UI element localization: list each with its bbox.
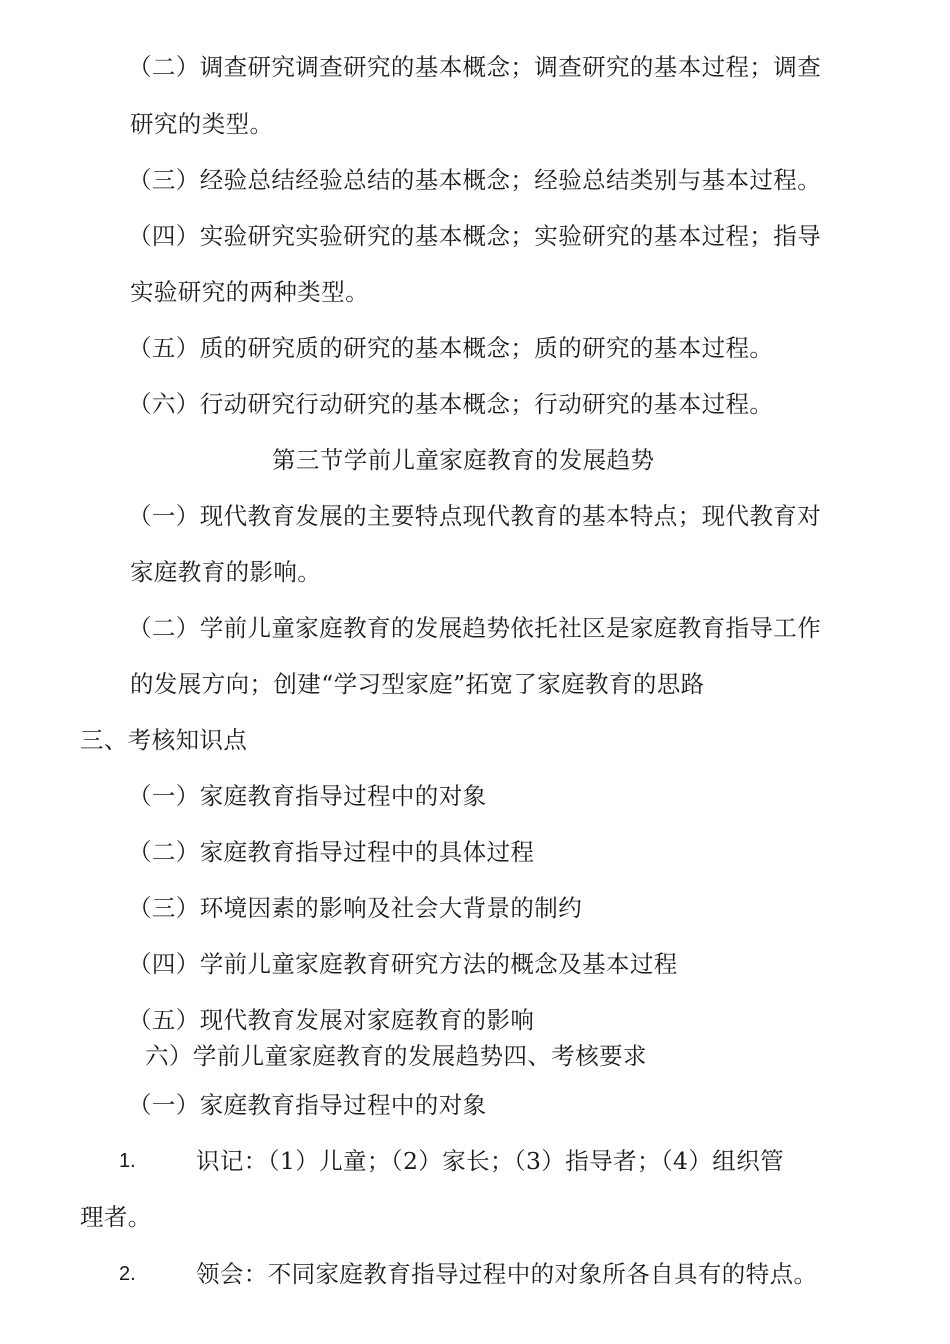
paragraph-qualitative-research: （五）质的研究质的研究的基本概念；质的研究的基本过程。 (128, 334, 774, 362)
paragraph-survey-research-cont: 研究的类型。 (130, 110, 274, 138)
list-item-text: 领会：不同家庭教育指导过程中的对象所各自具有的特点。 (196, 1260, 818, 1288)
chapter-heading: 三、考核知识点 (80, 726, 248, 754)
requirement-subheading: （一）家庭教育指导过程中的对象 (128, 1091, 487, 1119)
knowledge-point-4: （四）学前儿童家庭教育研究方法的概念及基本过程 (128, 950, 678, 978)
paragraph-action-research: （六）行动研究行动研究的基本概念；行动研究的基本过程。 (128, 390, 774, 418)
knowledge-point-3: （三）环境因素的影响及社会大背景的制约 (128, 894, 583, 922)
paragraph-experimental-research: （四）实验研究实验研究的基本概念；实验研究的基本过程；指导 (128, 222, 822, 250)
list-item-number: 1. (119, 1150, 136, 1172)
knowledge-point-5: （五）现代教育发展对家庭教育的影响 (128, 1006, 535, 1034)
paragraph-survey-research: （二）调查研究调查研究的基本概念；调查研究的基本过程；调查 (128, 53, 822, 81)
paragraph-modern-education: （一）现代教育发展的主要特点现代教育的基本特点；现代教育对 (128, 502, 822, 530)
paragraph-development-trend-cont: 的发展方向；创建“学习型家庭”拓宽了家庭教育的思路 (130, 670, 705, 698)
section-heading: 第三节学前儿童家庭教育的发展趋势 (272, 446, 655, 474)
paragraph-experience-summary: （三）经验总结经验总结的基本概念；经验总结类别与基本过程。 (128, 166, 822, 194)
paragraph-experimental-research-cont: 实验研究的两种类型。 (130, 278, 369, 306)
paragraph-modern-education-cont: 家庭教育的影响。 (130, 558, 322, 586)
list-item-text-cont: 理者。 (80, 1203, 152, 1231)
knowledge-point-6: 六）学前儿童家庭教育的发展趋势四、考核要求 (145, 1042, 647, 1070)
knowledge-point-2: （二）家庭教育指导过程中的具体过程 (128, 838, 535, 866)
paragraph-development-trend: （二）学前儿童家庭教育的发展趋势依托社区是家庭教育指导工作 (128, 614, 822, 642)
list-item-text: 识记：（1）儿童；（2）家长；（3）指导者；（4）组织管 (196, 1147, 785, 1175)
knowledge-point-1: （一）家庭教育指导过程中的对象 (128, 782, 487, 810)
list-item-number: 2. (119, 1263, 136, 1285)
